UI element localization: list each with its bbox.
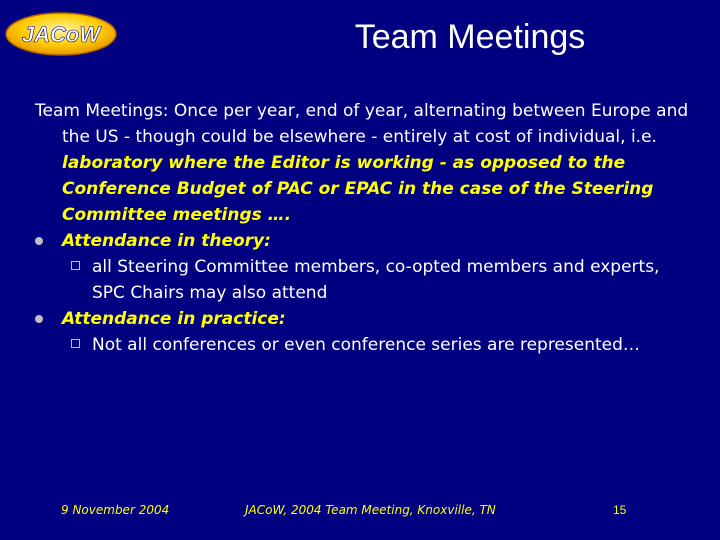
bullet-dot-icon	[35, 237, 43, 245]
bullet-attendance-theory	[35, 228, 695, 254]
bullet-attendance-practice	[35, 306, 695, 332]
footer-date: 9 November 2004	[61, 503, 170, 517]
sub-bullet-theory	[35, 254, 695, 306]
sub-bullet-text: Not all conferences or even conference series are represented…	[92, 335, 640, 355]
jacow-logo	[4, 11, 118, 57]
sub-bullet-practice	[35, 332, 695, 358]
page-number: 15	[613, 503, 627, 517]
bullet-label: Attendance in theory:	[62, 231, 271, 251]
hollow-square-icon	[71, 339, 80, 348]
slide-body	[35, 98, 695, 358]
intro-emphasis: laboratory where the Editor is working - as opposed to the Conference Budget of PAC or EPAC in the case of the Steering Committee meetings ….	[62, 153, 654, 225]
logo-text: JACoW	[21, 22, 101, 47]
intro-text: Team Meetings: Once per year, end of year, alternating between Europe and the US - though could be elsewhere - entirely at cost of individual, i.e.	[35, 101, 689, 147]
intro-paragraph	[35, 98, 695, 228]
footer-event: JACoW, 2004 Team Meeting, Knoxville, TN	[245, 503, 496, 517]
sub-bullet-text: all Steering Committee members, co-opted members and experts, SPC Chairs may also attend	[92, 257, 660, 303]
bullet-label: Attendance in practice:	[62, 309, 286, 329]
bullet-dot-icon	[35, 315, 43, 323]
slide-title: Team Meetings	[354, 18, 586, 56]
hollow-square-icon	[71, 261, 80, 270]
